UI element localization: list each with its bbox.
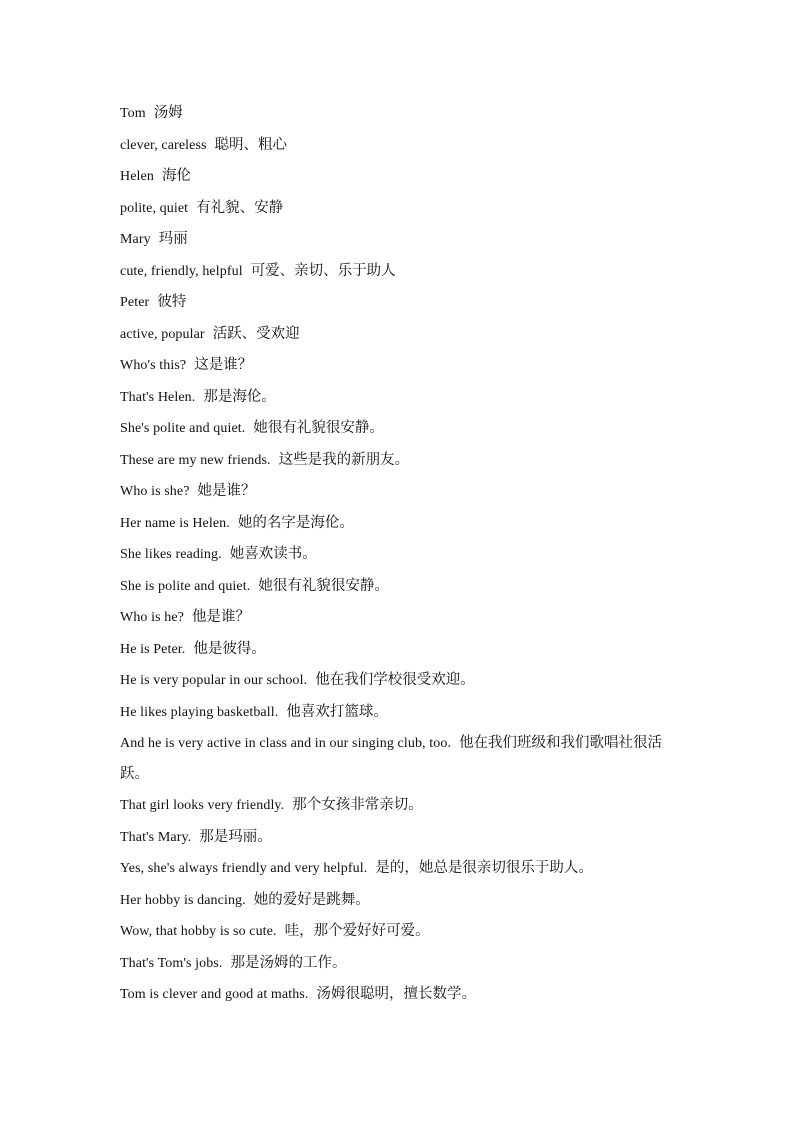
chinese-text: 这是谁？ bbox=[194, 357, 253, 373]
chinese-text: 她的名字是海伦。 bbox=[237, 514, 354, 531]
list-item bbox=[120, 319, 680, 351]
chinese-text: 这些是我的新朋友。 bbox=[278, 451, 410, 468]
english-text: He is Peter. bbox=[120, 641, 186, 657]
chinese-text: 那是玛丽。 bbox=[199, 828, 272, 845]
chinese-text: 汤姆很聪明，擅长数学。 bbox=[316, 986, 476, 1002]
list-item bbox=[120, 130, 680, 162]
english-text: Her name is Helen. bbox=[120, 515, 230, 531]
list-item bbox=[120, 539, 680, 571]
list-item bbox=[120, 602, 680, 634]
list-item bbox=[120, 979, 680, 1011]
list-item bbox=[120, 224, 680, 256]
english-text: clever, careless bbox=[120, 137, 207, 153]
chinese-text: 那是海伦。 bbox=[203, 388, 276, 405]
english-text: These are my new friends. bbox=[120, 452, 271, 468]
english-text: Peter bbox=[120, 295, 150, 310]
chinese-text: 彼特 bbox=[157, 294, 187, 310]
english-text: She's polite and quiet. bbox=[120, 421, 246, 436]
chinese-text: 聪明、粗心 bbox=[214, 136, 288, 153]
english-text: That's Tom's jobs. bbox=[120, 955, 223, 971]
list-item bbox=[120, 853, 680, 885]
english-text: He likes playing basketball. bbox=[120, 704, 279, 720]
list-item bbox=[120, 98, 680, 130]
chinese-text: 汤姆 bbox=[153, 105, 183, 121]
english-text: She likes reading. bbox=[120, 547, 222, 562]
list-item bbox=[120, 256, 680, 288]
vocabulary-list bbox=[120, 98, 680, 1011]
english-text: Tom is clever and good at maths. bbox=[120, 987, 309, 1002]
english-text: Who's this? bbox=[120, 358, 187, 373]
chinese-text: 哇，那个爱好好可爱。 bbox=[284, 923, 430, 939]
english-text: And he is very active in class and in our singing club, too. bbox=[120, 736, 452, 751]
english-text: That girl looks very friendly. bbox=[120, 798, 285, 813]
list-item bbox=[120, 382, 680, 414]
chinese-text: 她的爱好是跳舞。 bbox=[253, 891, 370, 908]
list-item bbox=[120, 161, 680, 193]
list-item bbox=[120, 287, 680, 319]
english-text: That's Mary. bbox=[120, 829, 192, 845]
list-item bbox=[120, 916, 680, 948]
chinese-text: 她很有礼貌很安静。 bbox=[253, 420, 384, 436]
english-text: active, popular bbox=[120, 326, 205, 342]
chinese-text: 他是彼得。 bbox=[193, 640, 266, 657]
english-text: Helen bbox=[120, 169, 154, 184]
chinese-text: 海伦 bbox=[161, 168, 191, 184]
english-text: Who is she? bbox=[120, 484, 190, 499]
list-item bbox=[120, 508, 680, 540]
english-text: Mary bbox=[120, 232, 151, 247]
english-text: Yes, she's always friendly and very helpful. bbox=[120, 861, 368, 876]
chinese-text: 他喜欢打篮球。 bbox=[286, 703, 388, 720]
list-item bbox=[120, 665, 680, 697]
english-text: That's Helen. bbox=[120, 389, 196, 405]
chinese-text: 那是汤姆的工作。 bbox=[230, 954, 347, 971]
list-item bbox=[120, 634, 680, 666]
english-text: Her hobby is dancing. bbox=[120, 892, 246, 908]
chinese-text: 是的，她总是很亲切很乐于助人。 bbox=[375, 860, 593, 876]
chinese-text: 活跃、受欢迎 bbox=[212, 325, 300, 342]
english-text: polite, quiet bbox=[120, 200, 189, 216]
english-text: Who is he? bbox=[120, 610, 184, 625]
english-text: Wow, that hobby is so cute. bbox=[120, 924, 277, 939]
list-item bbox=[120, 790, 680, 822]
list-item bbox=[120, 885, 680, 917]
list-item bbox=[120, 350, 680, 382]
chinese-text: 她是谁？ bbox=[197, 483, 256, 499]
english-text: Tom bbox=[120, 106, 146, 121]
chinese-text: 他在我们学校很受欢迎。 bbox=[315, 672, 475, 688]
list-item bbox=[120, 948, 680, 980]
list-item bbox=[120, 697, 680, 729]
chinese-text: 有礼貌、安静 bbox=[196, 199, 284, 216]
english-text: He is very popular in our school. bbox=[120, 673, 308, 688]
list-item bbox=[120, 822, 680, 854]
chinese-text: 他在我们班级和我们歌唱社很活跃。 bbox=[120, 735, 663, 782]
chinese-text: 她喜欢读书。 bbox=[229, 546, 317, 562]
chinese-text: 玛丽 bbox=[158, 231, 188, 247]
list-item bbox=[120, 193, 680, 225]
list-item bbox=[120, 728, 680, 790]
english-text: cute, friendly, helpful bbox=[120, 263, 243, 279]
chinese-text: 他是谁？ bbox=[191, 609, 250, 625]
chinese-text: 可爱、亲切、乐于助人 bbox=[250, 262, 396, 279]
list-item bbox=[120, 445, 680, 477]
chinese-text: 那个女孩非常亲切。 bbox=[292, 797, 423, 813]
list-item bbox=[120, 413, 680, 445]
list-item bbox=[120, 571, 680, 603]
list-item bbox=[120, 476, 680, 508]
english-text: She is polite and quiet. bbox=[120, 578, 251, 594]
chinese-text: 她很有礼貌很安静。 bbox=[258, 577, 389, 594]
